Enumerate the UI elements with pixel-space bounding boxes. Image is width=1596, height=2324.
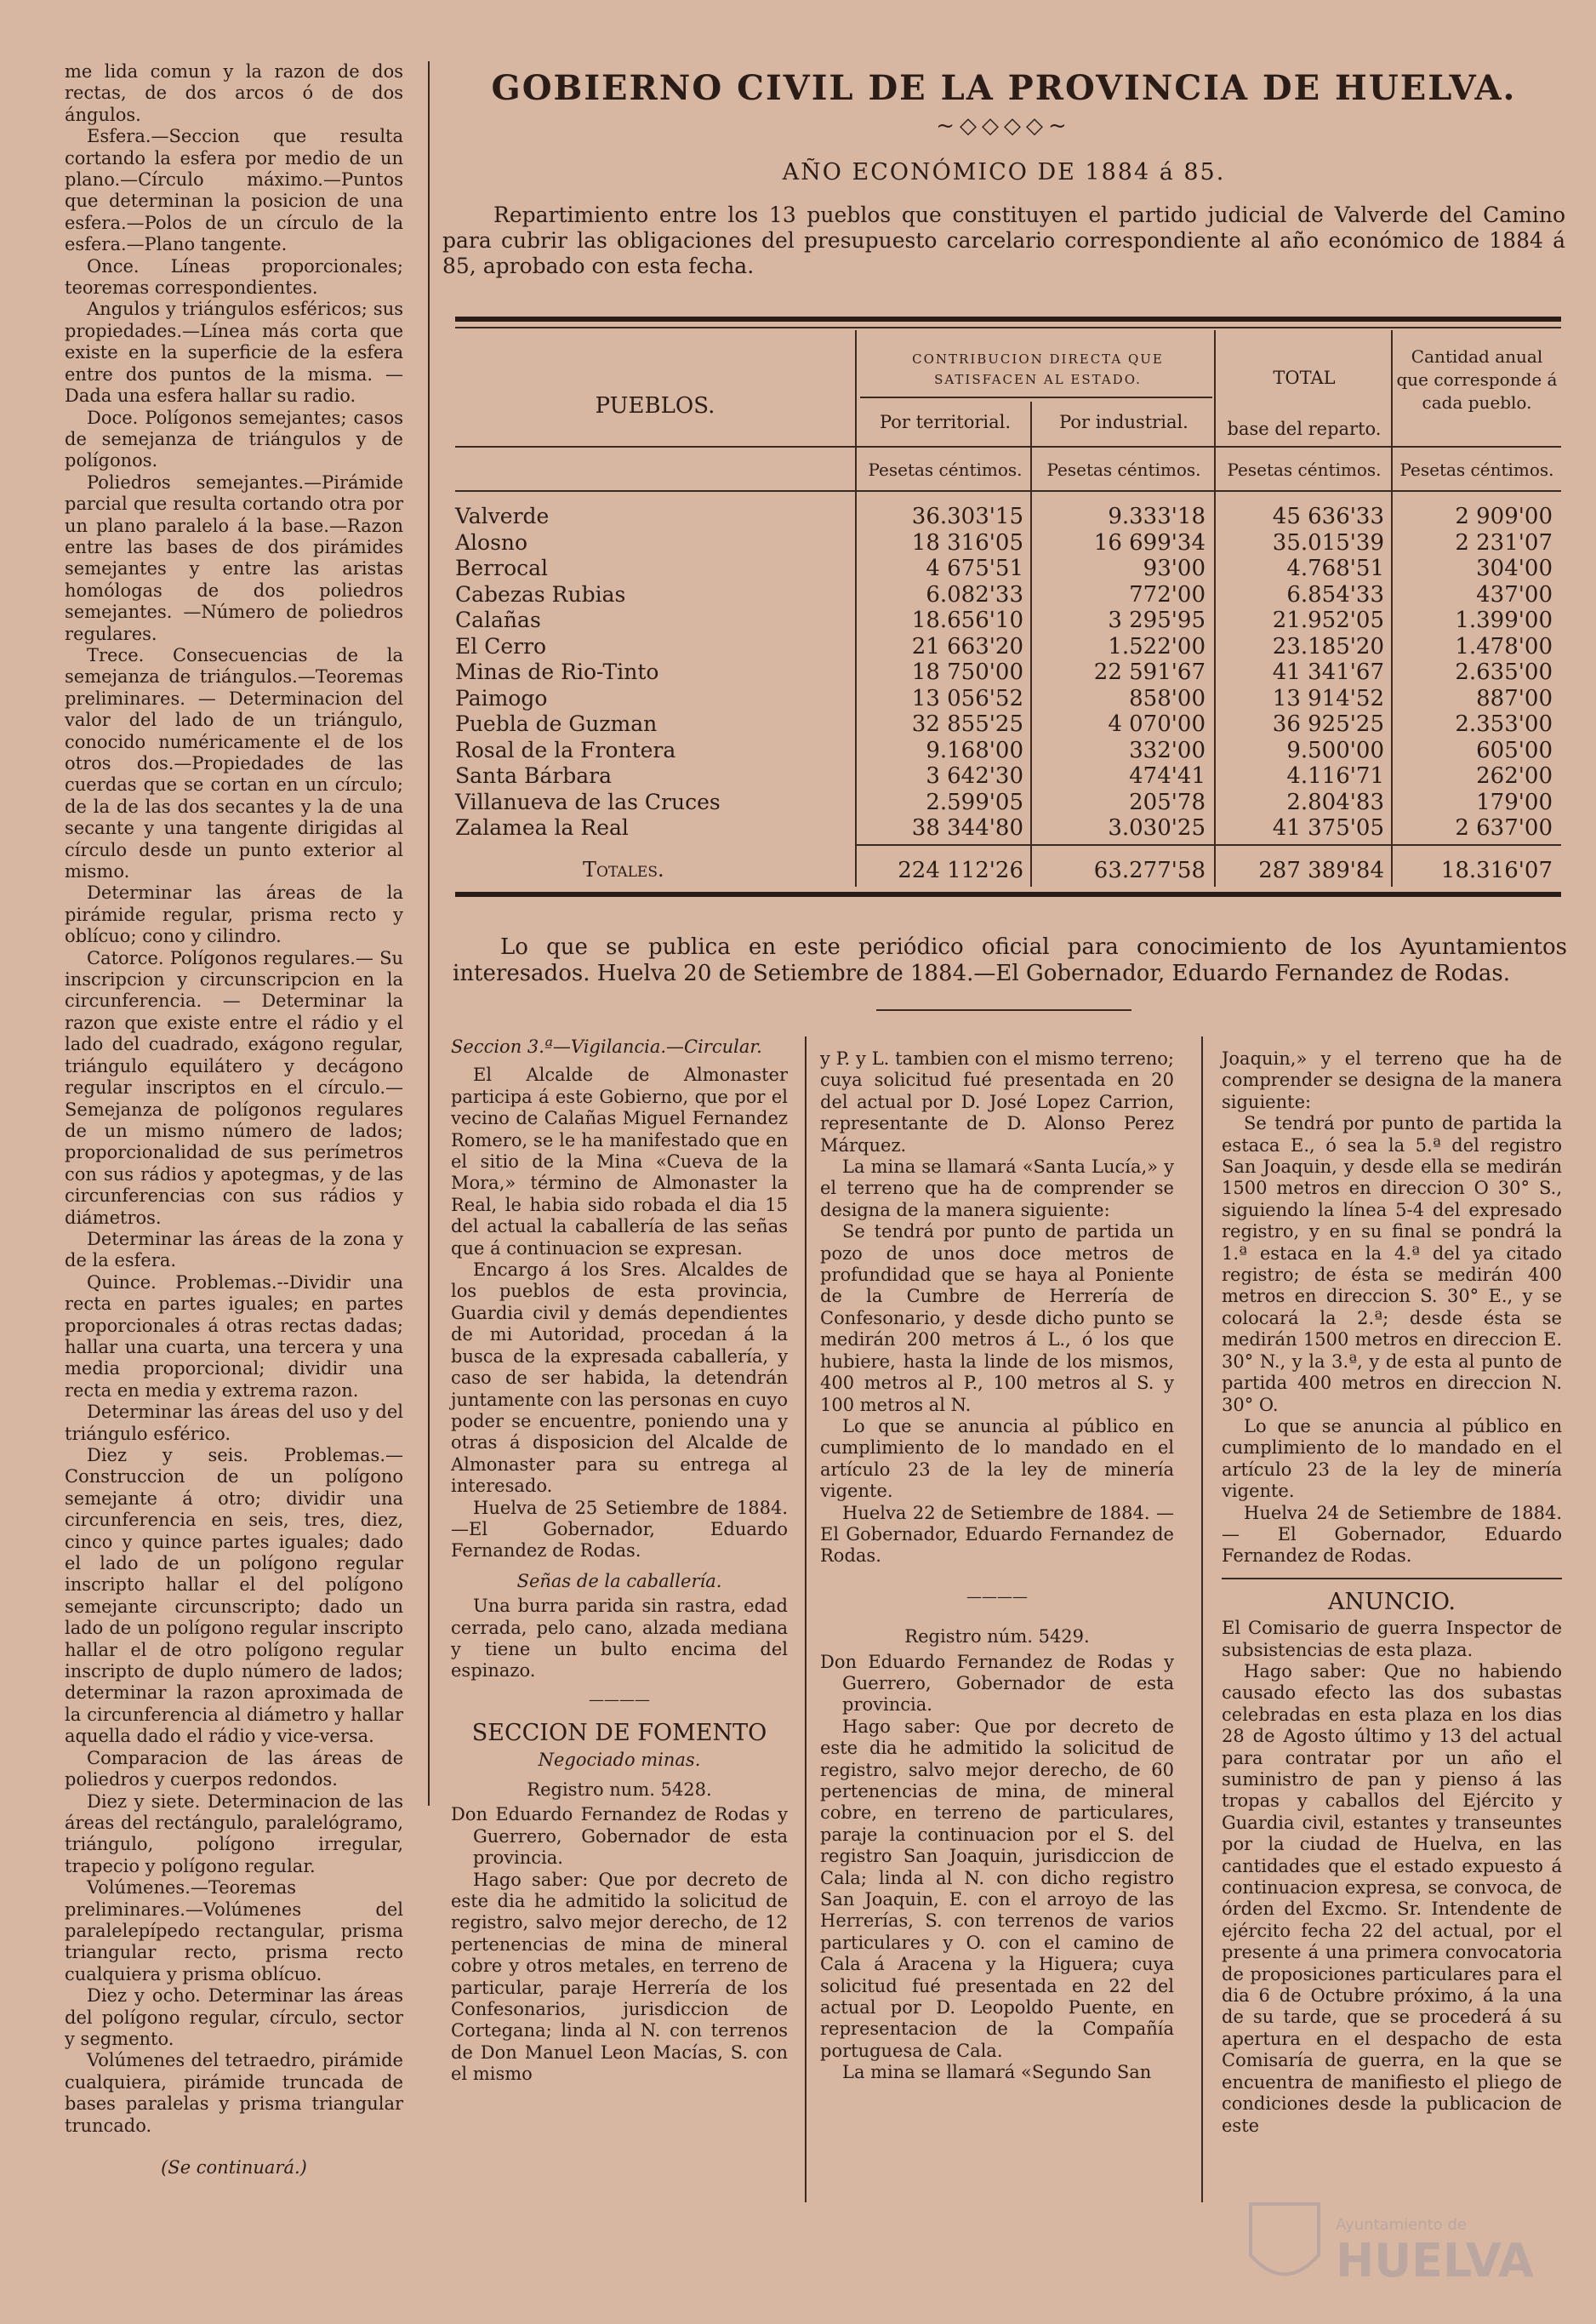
total-industrial: 63.277'58	[1093, 858, 1206, 883]
unit-label: Pesetas céntimos.	[1227, 460, 1382, 480]
body-paragraph: Lo que se anuncia al público en cumplimiento de lo mandado en el artículo 23 de la ley de minería vigente.	[820, 1415, 1174, 1502]
row-territorial: 2.599'05	[926, 789, 1023, 815]
row-territorial: 18 316'05	[911, 529, 1023, 556]
row-cantidad: 605'00	[1476, 737, 1553, 763]
anuncio-heading: ANUNCIO.	[1328, 1588, 1456, 1615]
separator	[1222, 1578, 1562, 1579]
left-paragraph: Volúmenes del tetraedro, pirámide cualquiera, pirámide truncada de bases paralelas y prisma triangular truncado.	[65, 2050, 403, 2136]
left-paragraph: Poliedros semejantes.—Pirámide parcial que resulta cortando otra por un plano paralelo á la base.—Razon entre las bases de dos pirámides semejantes y entre las aristas homólogas de dos poliedros semejantes. —Número de poliedros regulares.	[65, 471, 403, 644]
page-title: GOBIERNO CIVIL DE LA PROVINCIA DE HUELVA.	[491, 68, 1517, 108]
row-pueblo-name: Zalamea la Real	[455, 815, 629, 840]
row-territorial: 18.656'10	[911, 608, 1023, 633]
header-rule	[455, 490, 1561, 492]
row-pueblo-name: Paimogo	[455, 685, 548, 711]
row-territorial: 38 344'80	[911, 815, 1023, 841]
shield-icon	[1242, 2196, 1548, 2298]
left-paragraph: Diez y seis. Problemas.—Construccion de un polígono semejante á otro; dividir una circunferencia en seis, tres, diez, cinco y quince partes iguales; dado el lado de un polígono regular inscripto hallar el del polígono semejante circunscripto; dado un lado de un polígono regular inscripto hallar el de otro polígono regular inscripto de duplo número de lados; determinar la razon aproximada de la circunferencia al diámetro y hallar aquella dado el rádio y vice-versa.	[65, 1445, 403, 1747]
body-paragraph: La mina se llamará «Segundo San	[842, 2062, 1152, 2083]
body-paragraph: La mina se llamará «Santa Lucía,» y el terreno que ha de comprender se designa de la manera siguiente:	[820, 1156, 1174, 1220]
row-pueblo-name: Calañas	[455, 608, 541, 632]
separator: ————	[966, 1587, 1028, 1606]
row-cantidad: 179'00	[1476, 789, 1553, 815]
body-paragraph: Encargo á los Sres. Alcaldes de los pueblos de esta provincia, Guardia civil y demás dependientes de mi Autoridad, procedan á la busca de la expresada caballería, y caso de ser habida, la detendrán juntamente con las personas en cuyo poder se encuentre, poniendo una y otras á disposicion del Alcalde de Almonaster para su entrega al interesado.	[451, 1259, 788, 1497]
continued-note: (Se continuará.)	[161, 2157, 307, 2178]
column-divider	[1201, 1036, 1203, 2202]
left-paragraph: Esfera.—Seccion que resulta cortando la esfera por medio de un plano.—Círculo máximo.—Puntos que determinan la posicion de una esfera.—Polos de un círculo de la esfera.—Plano tangente.	[65, 126, 403, 255]
registro-heading: Registro núm. 5429.	[904, 1626, 1090, 1647]
row-total: 4.768'51	[1286, 556, 1384, 581]
left-paragraph: Determinar las áreas de la pirámide regular, prisma recto y oblícuo; cono y cilindro.	[65, 882, 403, 947]
row-cantidad: 437'00	[1476, 581, 1553, 608]
row-territorial: 18 750'00	[911, 660, 1023, 685]
registro-heading: Registro num. 5428.	[527, 1779, 712, 1800]
table-top-rule-thin	[455, 327, 1561, 328]
body-paragraph: Hago saber: Que por decreto de este dia he admitido la solicitud de registro, salvo mejor derecho, de 60 pertenencias de mina, de mineral cobre, en terreno de particulares, paraje la continuacion por el S. del registro San Joaquin, jurisdiccion de Cala; linda al N. con dicho registro San Joaquin, E. con el arroyo de las Herrerías, S. con terrenos de varios particulares y O. con el camino de Cala á Aracena y la Higuera; cuya solicitud fué presentada en 22 del actual por D. Leopoldo Puente, en representacion de la Compañía portuguesa de Cala.	[820, 1716, 1174, 2061]
row-industrial: 4 070'00	[1108, 711, 1206, 737]
row-total: 35.015'39	[1272, 529, 1384, 556]
row-pueblo-name: Valverde	[455, 504, 550, 528]
left-column	[65, 61, 403, 2178]
row-total: 2.804'83	[1286, 789, 1384, 815]
row-territorial: 9.168'00	[926, 737, 1023, 763]
header-rule	[455, 446, 1561, 448]
header-block	[442, 68, 1565, 279]
vigilancia-column	[451, 1036, 788, 2086]
total-cantidad: 18.316'07	[1440, 858, 1553, 883]
section-heading-fomento: SECCION DE FOMENTO	[471, 1720, 767, 1747]
left-paragraph: Diez y ocho. Determinar las áreas del polígono regular, círculo, sector y segmento.	[65, 1985, 403, 2049]
svg-text:HUELVA: HUELVA	[1336, 2234, 1534, 2287]
ayuntamiento-watermark-logo	[1242, 2196, 1548, 2298]
table-bottom-rule	[455, 892, 1561, 897]
row-industrial: 22 591'67	[1093, 660, 1206, 685]
mining-anuncio-column	[1222, 1048, 1562, 2137]
row-industrial: 772'00	[1129, 581, 1206, 608]
left-paragraph: Quince. Problemas.--Dividir una recta en partes iguales; en partes proporcionales á otras rectas dadas; hallar una cuarta, una tercera y una media proporcional; dividir una recta en media y extrema razon.	[65, 1271, 403, 1401]
fiscal-year-subtitle: AÑO ECONÓMICO DE 1884 á 85.	[782, 159, 1226, 186]
unit-label: Pesetas céntimos.	[868, 460, 1023, 480]
row-pueblo-name: Berrocal	[455, 556, 549, 580]
row-industrial: 3 295'95	[1108, 608, 1206, 633]
header-industrial: Por industrial.	[1059, 412, 1188, 432]
row-total: 13 914'52	[1272, 685, 1384, 711]
table-col-divider	[855, 330, 857, 887]
row-industrial: 93'00	[1143, 556, 1206, 581]
row-pueblo-name: Santa Bárbara	[455, 763, 613, 788]
row-total: 23.185'20	[1272, 633, 1384, 660]
left-paragraph: Doce. Polígonos semejantes; casos de semejanza de triángulos y de polígonos.	[65, 407, 403, 471]
table-col-divider	[1391, 330, 1393, 887]
left-paragraph: Determinar las áreas de la zona y de la esfera.	[65, 1228, 403, 1271]
column-divider	[428, 61, 430, 1806]
row-cantidad: 2 231'07	[1455, 529, 1553, 556]
row-industrial: 205'78	[1129, 789, 1206, 815]
row-cantidad: 1.399'00	[1455, 608, 1553, 633]
intro-text: Repartimiento entre los 13 pueblos que constituyen el partido judicial de Valverde del Camino para cubrir las obligaciones del presupuesto carcelario correspondiente al año económico de 1884 á 85, aprobado con esta fecha.	[442, 203, 1565, 278]
total-base: 287 389'84	[1258, 858, 1384, 883]
column-divider	[805, 1036, 807, 2202]
row-pueblo-name: Puebla de Guzman	[455, 711, 658, 736]
body-paragraph: El Comisario de guerra Inspector de subsistencias de esta plaza.	[1222, 1618, 1562, 1660]
left-paragraph: Determinar las áreas del uso y del triángulo esférico.	[65, 1402, 403, 1444]
totals-label: Totales.	[583, 858, 664, 882]
header-rule	[860, 397, 1212, 398]
short-divider	[876, 1009, 1131, 1011]
row-total: 21.952'05	[1272, 608, 1384, 633]
row-territorial: 4 675'51	[926, 556, 1023, 581]
row-industrial: 858'00	[1129, 685, 1206, 711]
body-paragraph: Lo que se anuncia al público en cumplimiento de lo mandado en el artículo 23 de la ley de minería vigente.	[1222, 1415, 1562, 1502]
body-paragraph: Se tendrá por punto de partida un pozo de unos doce metros de profundidad que se haya al Poniente de la Cumbre de Herrería de Confesonario, y desde dicho punto se medirán 200 metros á L., ó los que hubiere, hasta la linde de los mismos, 400 metros al P., 100 metros al S. y 100 metros al N.	[820, 1221, 1174, 1415]
svg-text:Ayuntamiento de: Ayuntamiento de	[1336, 2216, 1467, 2234]
row-total: 41 375'05	[1272, 815, 1384, 841]
row-cantidad: 2 909'00	[1455, 504, 1553, 529]
total-territorial: 224 112'26	[898, 858, 1023, 883]
row-industrial: 332'00	[1129, 737, 1206, 763]
ornament-divider: ~◇◇◇◇~	[936, 113, 1072, 139]
left-paragraph: Once. Líneas proporcionales; teoremas correspondientes.	[65, 255, 403, 299]
body-paragraph: Una burra parida sin rastra, edad cerrada, pelo cano, alzada mediana y tiene un bulto encima del espinazo.	[451, 1596, 788, 1682]
row-territorial: 13 056'52	[911, 685, 1023, 711]
table-top-rule	[455, 317, 1561, 322]
row-territorial: 32 855'25	[911, 711, 1023, 737]
row-total: 6.854'33	[1286, 581, 1384, 608]
left-paragraph: Angulos y triángulos esféricos; sus propiedades.—Línea más corta que existe en la superficie de la esfera entre dos puntos de la misma. —Dada una esfera hallar su radio.	[65, 299, 403, 407]
body-paragraph: El Alcalde de Almonaster participa á este Gobierno, que por el vecino de Calañas Miguel Fernandez Romero, se le ha manifestado que en el sitio de la Mina «Cueva de la Mora,» término de Almonaster la Real, le habia sido robada el dia 15 del actual la caballería de las señas que á continuacion se expresan.	[451, 1065, 788, 1259]
row-pueblo-name: El Cerro	[455, 633, 547, 659]
row-pueblo-name: Villanueva de las Cruces	[455, 789, 721, 814]
header-pueblos: PUEBLOS.	[595, 393, 715, 419]
unit-label: Pesetas céntimos.	[1399, 460, 1554, 480]
row-industrial: 1.522'00	[1108, 633, 1206, 660]
row-total: 45 636'33	[1272, 504, 1384, 529]
row-total: 9.500'00	[1286, 737, 1384, 763]
section-heading: Seccion 3.ª—Vigilancia.—Circular.	[451, 1036, 762, 1057]
header-total: TOTAL	[1273, 368, 1336, 388]
table-col-divider	[1030, 402, 1032, 887]
row-cantidad: 304'00	[1476, 556, 1553, 581]
unit-label: Pesetas céntimos.	[1046, 460, 1201, 480]
signature-paragraph: Huelva de 25 Setiembre de 1884. —El Gobernador, Eduardo Fernandez de Rodas.	[451, 1497, 788, 1562]
row-industrial: 474'41	[1129, 763, 1206, 789]
body-paragraph: Hago saber: Que no habiendo causado efecto las dos subastas celebradas en esta plaza en los dias 28 de Agosto último y 13 del actual para contratar por un año el suministro de pan y pienso á las tropas y caballos del Ejército y Guardia civil, estantes y transeuntes por la ciudad de Huelva, en las cantidades que el estado expuesto á continuacion expresa, se convoca, de órden del Excmo. Sr. Intendente de ejército fecha 22 del actual, por el presente á una primera convocatoria de proposiciones particulares para el dia 6 de Octubre próximo, á la una de su tarde, que se procederá á su apertura en el despacho de esta Comisaría de guerra, en la que se encuentra de manifiesto el pliego de condiciones desde la publicacion de este	[1222, 1660, 1562, 2136]
row-cantidad: 2 637'00	[1455, 815, 1553, 841]
row-pueblo-name: Rosal de la Frontera	[455, 737, 676, 762]
row-industrial: 16 699'34	[1093, 529, 1206, 556]
left-paragraph: me lida comun y la razon de dos rectas, de dos arcos ó de dos ángulos.	[65, 61, 403, 125]
row-cantidad: 262'00	[1476, 763, 1553, 789]
separator: ————	[589, 1690, 650, 1709]
row-total: 41 341'67	[1272, 660, 1384, 685]
governor-line: Don Eduardo Fernandez de Rodas y Guerrero, Gobernador de esta provincia.	[451, 1804, 788, 1869]
row-territorial: 6.082'33	[926, 581, 1023, 608]
row-pueblo-name: Alosno	[455, 529, 528, 555]
header-contribucion: CONTRIBUCION DIRECTA QUE SATISFACEN AL ESTADO.	[912, 351, 1164, 387]
row-industrial: 3.030'25	[1108, 815, 1206, 841]
distribution-table	[455, 317, 1561, 912]
signature-paragraph: Huelva 22 de Setiembre de 1884. — El Gobernador, Eduardo Fernandez de Rodas.	[820, 1502, 1174, 1567]
header-cantidad: Cantidad anual que corresponde á cada pueblo.	[1396, 346, 1558, 413]
row-pueblo-name: Minas de Rio-Tinto	[455, 660, 659, 684]
row-total: 36 925'25	[1272, 711, 1384, 737]
left-paragraph: Diez y siete. Determinacion de las áreas del rectángulo, paralelógramo, triángulo, polígono irregular, trapecio y polígono regular.	[65, 1790, 403, 1876]
subsection-heading: Señas de la caballería.	[516, 1570, 722, 1591]
left-paragraph: Volúmenes.—Teoremas preliminares.—Volúmenes del paralelepípedo rectangular, prisma triangular recto, prisma recto cualquiera y prisma oblícuo.	[65, 1877, 403, 1984]
left-paragraph: Trece. Consecuencias de la semejanza de triángulos.—Teoremas preliminares. — Determinacion del valor del lado de un triángulo, conocido numéricamente el de los otros dos.—Propiedades de las cuerdas que se cortan en un círculo; de la de las dos secantes y la de una secante y una tangente dirigidas al círculo desde un punto exterior al mismo.	[65, 644, 403, 882]
row-territorial: 21 663'20	[911, 633, 1023, 660]
left-paragraph: Catorce. Polígonos regulares.— Su inscripcion y circunscripcion en la circunferencia. — Determinar la razon que existe entre el rádio y el lado del cuadrado, exágono regular, triángulo equilátero y decágono regular inscriptos en el círculo.—Semejanza de polígonos regulares de un mismo número de lados; proporcionalidad de sus perímetros con sus rádios y apotegmas, y de las circunferencias con sus rádios y diámetros.	[65, 947, 403, 1228]
body-paragraph: Joaquin,» y el terreno que ha de comprender se designa de la manera siguiente:	[1222, 1048, 1562, 1112]
row-cantidad: 887'00	[1476, 685, 1553, 711]
left-paragraph: Comparacion de las áreas de poliedros y cuerpos redondos.	[65, 1747, 403, 1790]
row-territorial: 36.303'15	[911, 504, 1023, 529]
row-cantidad: 1.478'00	[1455, 633, 1553, 660]
table-col-divider	[1214, 330, 1216, 887]
header-total-base: base del reparto.	[1227, 419, 1382, 439]
totals-rule	[855, 844, 1561, 846]
body-paragraph: y P. y L. tambien con el mismo terreno; cuya solicitud fué presentada en 20 del actual por D. José Lopez Carrion, representante de D. Alonso Perez Márquez.	[820, 1048, 1174, 1156]
header-territorial: Por territorial.	[879, 412, 1012, 432]
body-paragraph: Se tendrá por punto de partida la estaca E., ó sea la 5.ª del registro San Joaquin, y desde ella se medirán 1500 metros en direccion O 30° S., siguiendo la línea 5-4 del expresado registro, y en su final se pondrá la 1.ª estaca en la 4.ª del ya citado registro; de ésta se medirán 400 metros en direccion S. 30° E., y se colocará la 2.ª; desde ésta se medirán 1500 metros en direccion E. 30° N., y la 3.ª, y de esta al punto de partida 400 metros en direccion N. 30° O.	[1222, 1113, 1562, 1415]
row-cantidad: 2.353'00	[1455, 711, 1553, 737]
signature-paragraph: Huelva 24 de Setiembre de 1884.— El Gobernador, Eduardo Fernandez de Rodas.	[1222, 1502, 1562, 1567]
row-territorial: 3 642'30	[926, 763, 1023, 789]
row-industrial: 9.333'18	[1108, 504, 1206, 529]
row-cantidad: 2.635'00	[1455, 660, 1553, 685]
governor-line: Don Eduardo Fernandez de Rodas y Guerrero, Gobernador de esta provincia.	[820, 1651, 1174, 1716]
negociado-heading: Negociado minas.	[538, 1749, 701, 1770]
publication-note: Lo que se publica en este periódico oficial para conocimiento de los Ayuntamientos interesados. Huelva 20 de Setiembre de 1884.—El Gobernador, Eduardo Fernandez de Rodas.	[453, 934, 1567, 986]
mining-column	[820, 1048, 1174, 2084]
row-pueblo-name: Cabezas Rubias	[455, 581, 626, 607]
body-paragraph: Hago saber: Que por decreto de este dia he admitido la solicitud de registro, salvo mejor derecho, de 12 pertenencias de mina de mineral cobre y otros metales, en terreno de particular, paraje Herrería de los Confesonarios, jurisdiccion de Cortegana; linda al N. con terrenos de Don Manuel Leon Macías, S. con el mismo	[451, 1869, 788, 2085]
row-total: 4.116'71	[1286, 763, 1384, 789]
